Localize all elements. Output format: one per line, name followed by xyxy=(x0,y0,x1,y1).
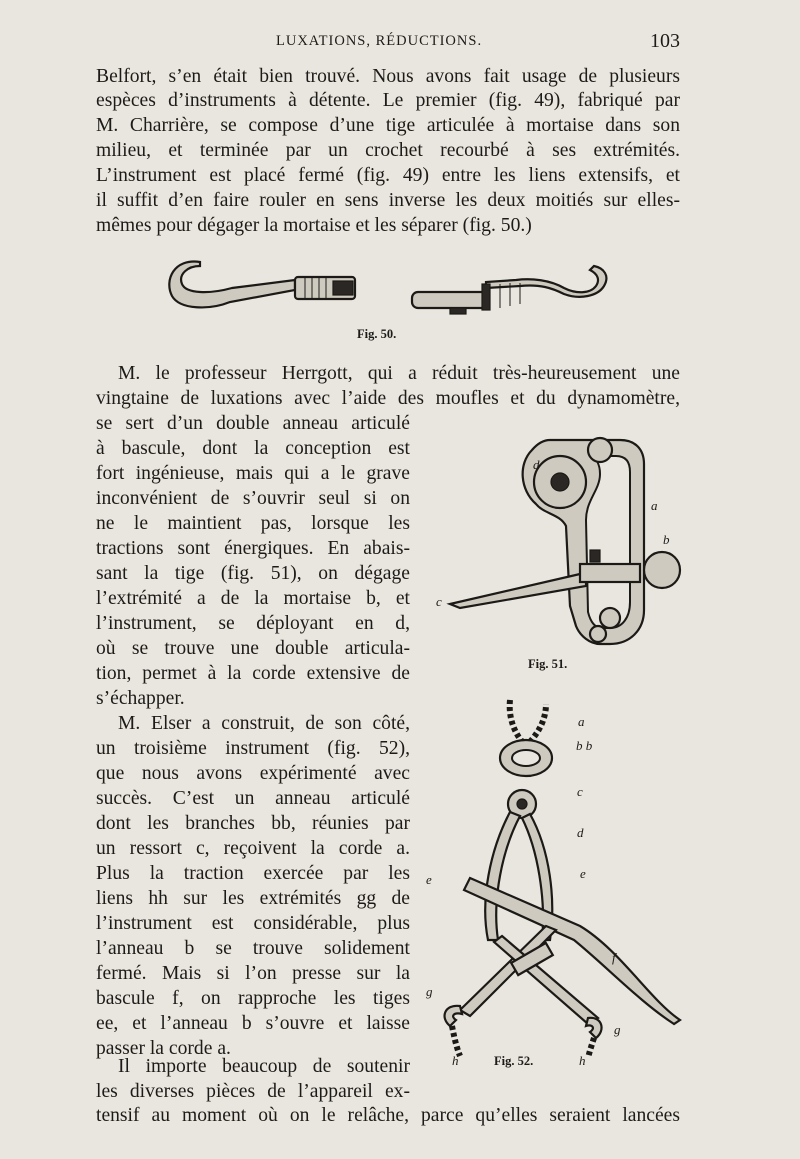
fig52-label-e-right: e xyxy=(580,866,586,881)
text-line: M. Elser a construit, de son côté, xyxy=(118,713,410,734)
text-line: dont les branches bb, réunies par xyxy=(96,813,410,834)
text-line: liens hh sur les extrémités gg de xyxy=(96,888,410,909)
text-line: l’extrémité a de la mortaise b, et xyxy=(96,588,410,609)
figure-50-illustration xyxy=(160,250,620,330)
text-line: Plus la traction exercée par les xyxy=(96,863,410,884)
text-line: tion, permet à la corde extensive de xyxy=(96,663,410,684)
text-line: se sert d’un double anneau articulé xyxy=(96,413,410,434)
text-line: inconvénient de s’ouvrir seul si on xyxy=(96,488,410,509)
text-line: où se trouve une double articula- xyxy=(96,638,410,659)
fig52-label-d: d xyxy=(577,825,584,840)
figure-51-caption: Fig. 51. xyxy=(528,657,568,671)
text-line: un troisième instrument (fig. 52), xyxy=(96,738,410,759)
text-line: tensif au moment où on le relâche, parce qu’elles seraient lancées xyxy=(96,1105,680,1126)
text-line: passer la corde a. xyxy=(96,1038,231,1059)
figure-50-caption: Fig. 50. xyxy=(357,327,397,341)
text-line: Belfort, s’en était bien trouvé. Nous avons fait usage de plusieurs xyxy=(96,66,680,87)
fig52-label-e-left: e xyxy=(426,872,432,887)
text-line: succès. C’est un anneau articulé xyxy=(96,788,410,809)
figure-51-illustration xyxy=(440,430,690,655)
text-line: l’instrument est considérable, plus xyxy=(96,913,410,934)
text-line: ee, et l’anneau b s’ouvre et laisse xyxy=(96,1013,410,1034)
fig52-label-c: c xyxy=(577,784,583,799)
text-line: espèces d’instruments à détente. Le premier (fig. 49), fabriqué par xyxy=(96,90,680,111)
text-line: sant la tige (fig. 51), on dégage xyxy=(96,563,410,584)
text-line: milieu, et terminée par un crochet recourbé à ses extrémités. xyxy=(96,140,680,161)
text-line: bascule f, on rapproche les tiges xyxy=(96,988,410,1009)
text-line: ne le maintient pas, lorsque les xyxy=(96,513,410,534)
fig51-label-d: d xyxy=(533,457,540,472)
text-line: fort ingénieuse, mais qui a le grave xyxy=(96,463,410,484)
fig52-label-f: f xyxy=(612,950,616,965)
text-line: fermé. Mais si l’on presse sur la xyxy=(96,963,410,984)
text-line: Il importe beaucoup de soutenir xyxy=(118,1056,410,1077)
text-line: les diverses pièces de l’appareil ex- xyxy=(96,1081,410,1102)
text-line: mêmes pour dégager la mortaise et les séparer (fig. 50.) xyxy=(96,215,532,236)
fig51-label-c: c xyxy=(436,594,442,609)
text-line: l’instrument, se déployant en d, xyxy=(96,613,410,634)
fig51-label-b: b xyxy=(663,532,670,547)
text-line: M. Charrière, se compose d’une tige articulée à mortaise dans son xyxy=(96,115,680,136)
text-line: que nous avons expérimenté avec xyxy=(96,763,410,784)
text-line: s’échapper. xyxy=(96,688,185,709)
fig52-label-g-right: g xyxy=(614,1022,621,1037)
figure-52-illustration xyxy=(430,700,690,1060)
text-line: un ressort c, reçoivent la corde a. xyxy=(96,838,410,859)
text-line: tractions sont énergiques. En abais- xyxy=(96,538,410,559)
text-line: M. le professeur Herrgott, qui a réduit très-heureusement une xyxy=(118,363,680,384)
page-number: 103 xyxy=(650,30,680,52)
fig52-label-h-left: h xyxy=(452,1053,459,1068)
fig52-label-h-right: h xyxy=(579,1053,586,1068)
text-line: il suffit d’en faire rouler en sens inverse les deux moitiés sur elles- xyxy=(96,190,680,211)
running-head: LUXATIONS, RÉDUCTIONS. xyxy=(276,33,483,49)
fig52-label-bb: b b xyxy=(576,738,593,753)
page-header xyxy=(96,30,680,57)
fig52-label-g-left: g xyxy=(426,984,433,999)
text-line: L’instrument est placé fermé (fig. 49) entre les liens extensifs, et xyxy=(96,165,680,186)
text-line: l’anneau b se trouve solidement xyxy=(96,938,410,959)
fig51-label-a: a xyxy=(651,498,658,513)
text-line: à bascule, dont la conception est xyxy=(96,438,410,459)
figure-52-caption: Fig. 52. xyxy=(494,1054,534,1068)
text-line: vingtaine de luxations avec l’aide des moufles et du dynamomètre, xyxy=(96,388,680,409)
fig52-label-a: a xyxy=(578,714,585,729)
